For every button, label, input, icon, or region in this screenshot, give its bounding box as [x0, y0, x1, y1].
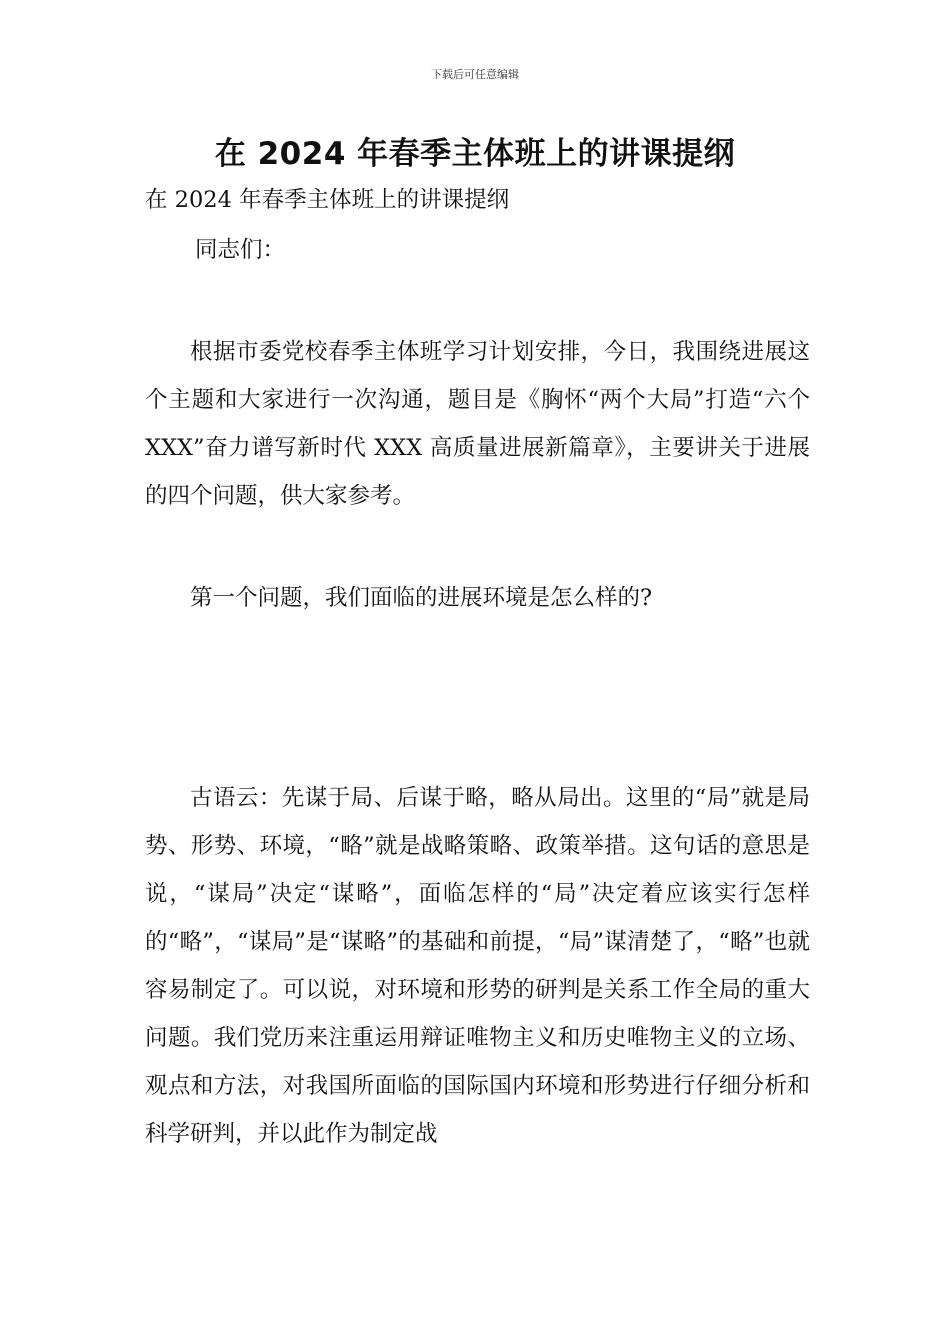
paragraph-intro: 根据市委党校春季主体班学习计划安排，今日，我围绕进展这个主题和大家进行一次沟通，题目是《胸怀“两个大局”打造“六个 XXX”奋力谱写新时代 XXX 高质量进展新篇章》，主要讲关于进展的四个问题，供大家参考。: [145, 339, 810, 509]
paragraph-question-one: 第一个问题，我们面临的进展环境是怎么样的?: [190, 585, 653, 611]
document-title: 在 2024 年春季主体班上的讲课提纲: [214, 136, 736, 172]
header-note: 下载后可任意编辑: [431, 68, 519, 81]
paragraph-body: 古语云：先谋于局、后谋于略，略从局出。这里的“局”就是局势、形势、环境，“略”就是战略策略、政策举措。这句话的意思是说，“谋局”决定“谋略”，面临怎样的“局”决定着应该实行怎样的“略”，“谋局”是“谋略”的基础和前提，“局”谋清楚了，“略”也就容易制定了。可以说，对环境和形势的研判是关系工作全局的重大问题。我们党历来注重运用辩证唯物主义和历史唯物主义的立场、观点和方法，对我国所面临的国际国内环境和形势进行仔细分析和科学研判，并以此作为制定战: [145, 785, 810, 1147]
greeting: 同志们：: [195, 237, 286, 263]
document-subtitle: 在 2024 年春季主体班上的讲课提纲: [145, 187, 510, 213]
